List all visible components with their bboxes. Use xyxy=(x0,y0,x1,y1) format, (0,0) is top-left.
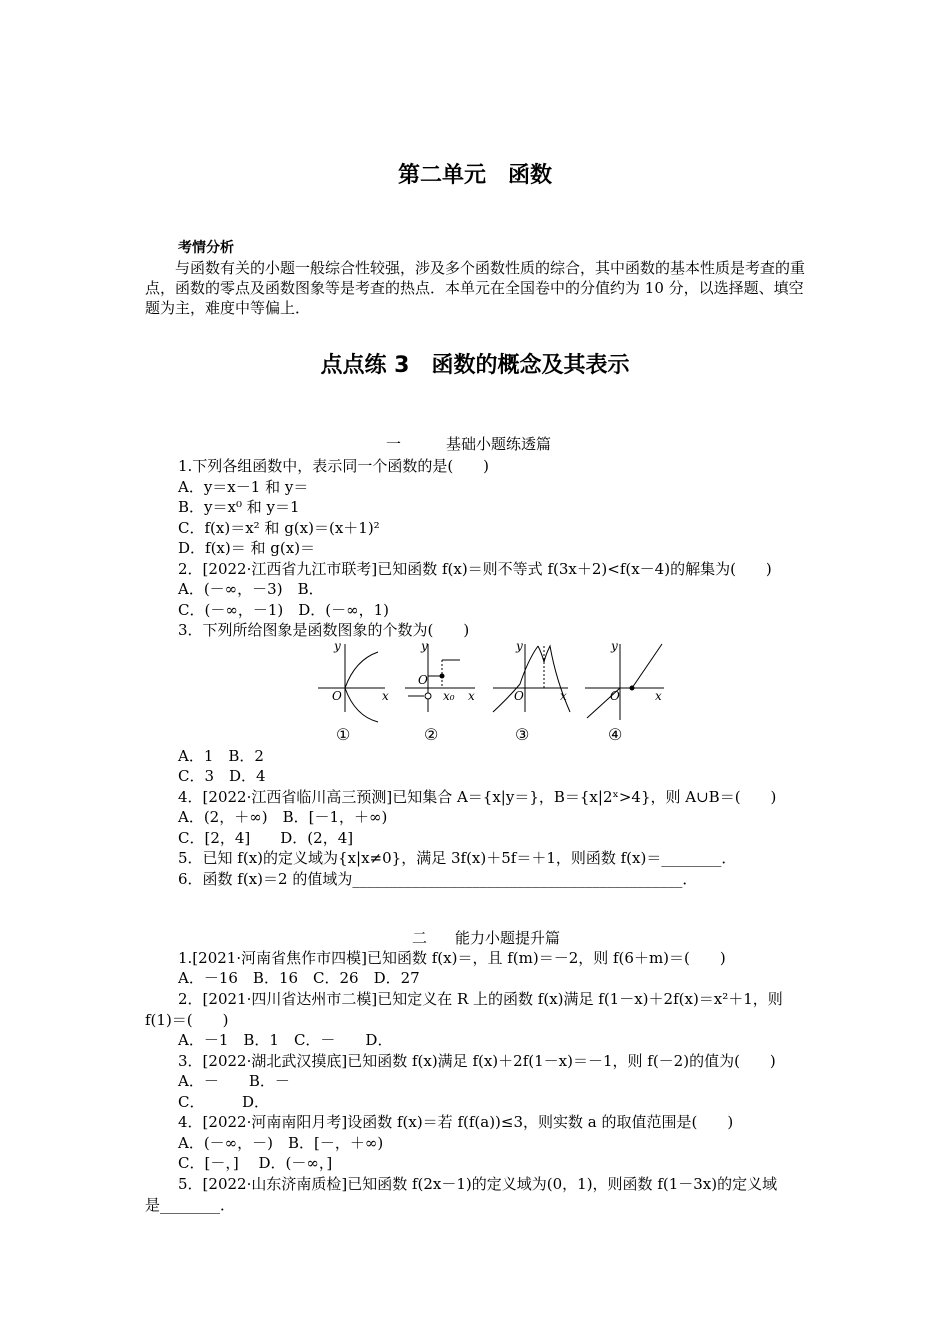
q4-stem: 4．[2022·江西省临川高三预测]已知集合 A＝{x|y＝}，B＝{x|2ˣ>4}，则 A∪B＝( ) xyxy=(178,788,777,806)
q2-options-cd: C．(－∞，－1) D．(－∞，1) xyxy=(178,601,389,619)
q3-options-cd: C．3 D．4 xyxy=(178,767,266,785)
graph-label-4: ④ xyxy=(608,725,623,744)
q1-option-d: D．f(x)＝ 和 g(x)＝ xyxy=(178,539,316,557)
q5-stem: 5．已知 f(x)的定义域为{x|x≠0}，满足 3f(x)＋5f＝＋1，则函数 f(x)＝________． xyxy=(178,849,737,867)
q1-stem: 1.下列各组函数中，表示同一个函数的是( ) xyxy=(178,457,490,475)
q2-stem: 2．[2022·江西省九江市联考]已知函数 f(x)＝则不等式 f(3x＋2)<f(x－4)的解集为( ) xyxy=(178,560,772,578)
svg-text:x: x xyxy=(655,689,662,703)
q1-option-a: A．y＝x－1 和 y＝ xyxy=(178,478,309,496)
section1-number: 一 xyxy=(386,435,402,453)
svg-text:y: y xyxy=(516,640,523,653)
analysis-text: 与函数有关的小题一般综合性较强，涉及多个函数性质的综合，其中函数的基本性质是考查的重点，函数的零点及函数图象等是考查的热点．本单元在全国卷中的分值约为 10 分，以选择题、填空题为主，难度中等偏上． xyxy=(145,259,806,317)
svg-text:x: x xyxy=(468,689,475,703)
svg-text:O: O xyxy=(514,689,524,703)
graph-label-3: ③ xyxy=(515,725,530,744)
s2-q2-stem: 2．[2021·四川省达州市二模]已知定义在 R 上的函数 f(x)满足 f(1－x)＋2f(x)＝x²＋1，则 xyxy=(178,990,783,1008)
svg-text:y: y xyxy=(421,640,428,653)
q4-options-ab: A．(2，＋∞) B．[－1，＋∞) xyxy=(178,808,388,826)
q2-options-ab: A．(－∞，－3) B． xyxy=(178,580,324,598)
s2-q4-options-ab: A．(－∞，－) B．[－，＋∞) xyxy=(178,1134,384,1152)
s2-q1-stem: 1.[2021·河南省焦作市四模]已知函数 f(x)＝，且 f(m)＝－2，则 f(6＋m)＝( ) xyxy=(178,949,726,967)
s2-q3-options-cd: C． D． xyxy=(178,1093,270,1111)
unit-title: 第二单元 函数 xyxy=(397,163,552,188)
s2-q1-options: A．－16 B．16 C．26 D．27 xyxy=(178,969,420,987)
svg-text:O: O xyxy=(610,689,620,703)
q1-option-b: B．y＝x⁰ 和 y＝1 xyxy=(178,498,300,516)
analysis-heading: 考情分析 xyxy=(178,240,234,256)
lesson-title: 点点练 3 函数的概念及其表示 xyxy=(320,353,630,378)
svg-text:y: y xyxy=(334,640,341,653)
svg-text:x₀: x₀ xyxy=(443,689,455,703)
graph-3 xyxy=(493,644,570,712)
s2-q2-options: A．－1 B．1 C．－ D． xyxy=(178,1031,393,1049)
graph-label-2: ② xyxy=(424,725,439,744)
section2-title: 能力小题提升篇 xyxy=(455,929,561,947)
graph-4 xyxy=(585,644,664,720)
svg-text:O: O xyxy=(418,673,428,687)
s2-q3-options-ab: A．－ B．－ xyxy=(178,1072,290,1090)
svg-text:x: x xyxy=(382,689,389,703)
s2-q4-stem: 4．[2022·河南南阳月考]设函数 f(x)＝若 f(f(a))≤3，则实数 a 的取值范围是( ) xyxy=(178,1113,734,1131)
function-graphs xyxy=(310,640,670,745)
graph-2 xyxy=(405,644,475,712)
graph-label-1: ① xyxy=(336,725,351,744)
s2-q4-options-cd: C．[－，] D．(－∞，] xyxy=(178,1154,333,1172)
s2-q2-stem-cont: f(1)＝( ) xyxy=(145,1011,229,1029)
s2-q5-stem: 5．[2022·山东济南质检]已知函数 f(2x－1)的定义域为(0，1)，则函数 f(1－3x)的定义域 xyxy=(178,1175,778,1193)
svg-text:y: y xyxy=(611,640,618,653)
q3-options-ab: A．1 B．2 xyxy=(178,747,264,765)
s2-q5-stem-cont: 是________． xyxy=(145,1196,236,1214)
q1-option-c: C．f(x)＝x² 和 g(x)＝(x＋1)² xyxy=(178,519,380,537)
svg-text:x: x xyxy=(560,689,567,703)
section1-title: 基础小题练透篇 xyxy=(446,435,552,453)
s2-q3-stem: 3．[2022·湖北武汉摸底]已知函数 f(x)满足 f(x)＋2f(1－x)＝－1，则 f(－2)的值为( ) xyxy=(178,1052,776,1070)
q6-stem: 6．函数 f(x)＝2 的值域为____________________________________________． xyxy=(178,870,698,888)
q3-stem: 3．下列所给图象是函数图象的个数为( ) xyxy=(178,621,470,639)
q4-options-cd: C．[2，4] D．(2，4] xyxy=(178,829,354,847)
svg-text:O: O xyxy=(332,689,342,703)
graph-1 xyxy=(318,644,385,722)
section2-number: 二 xyxy=(412,929,428,947)
